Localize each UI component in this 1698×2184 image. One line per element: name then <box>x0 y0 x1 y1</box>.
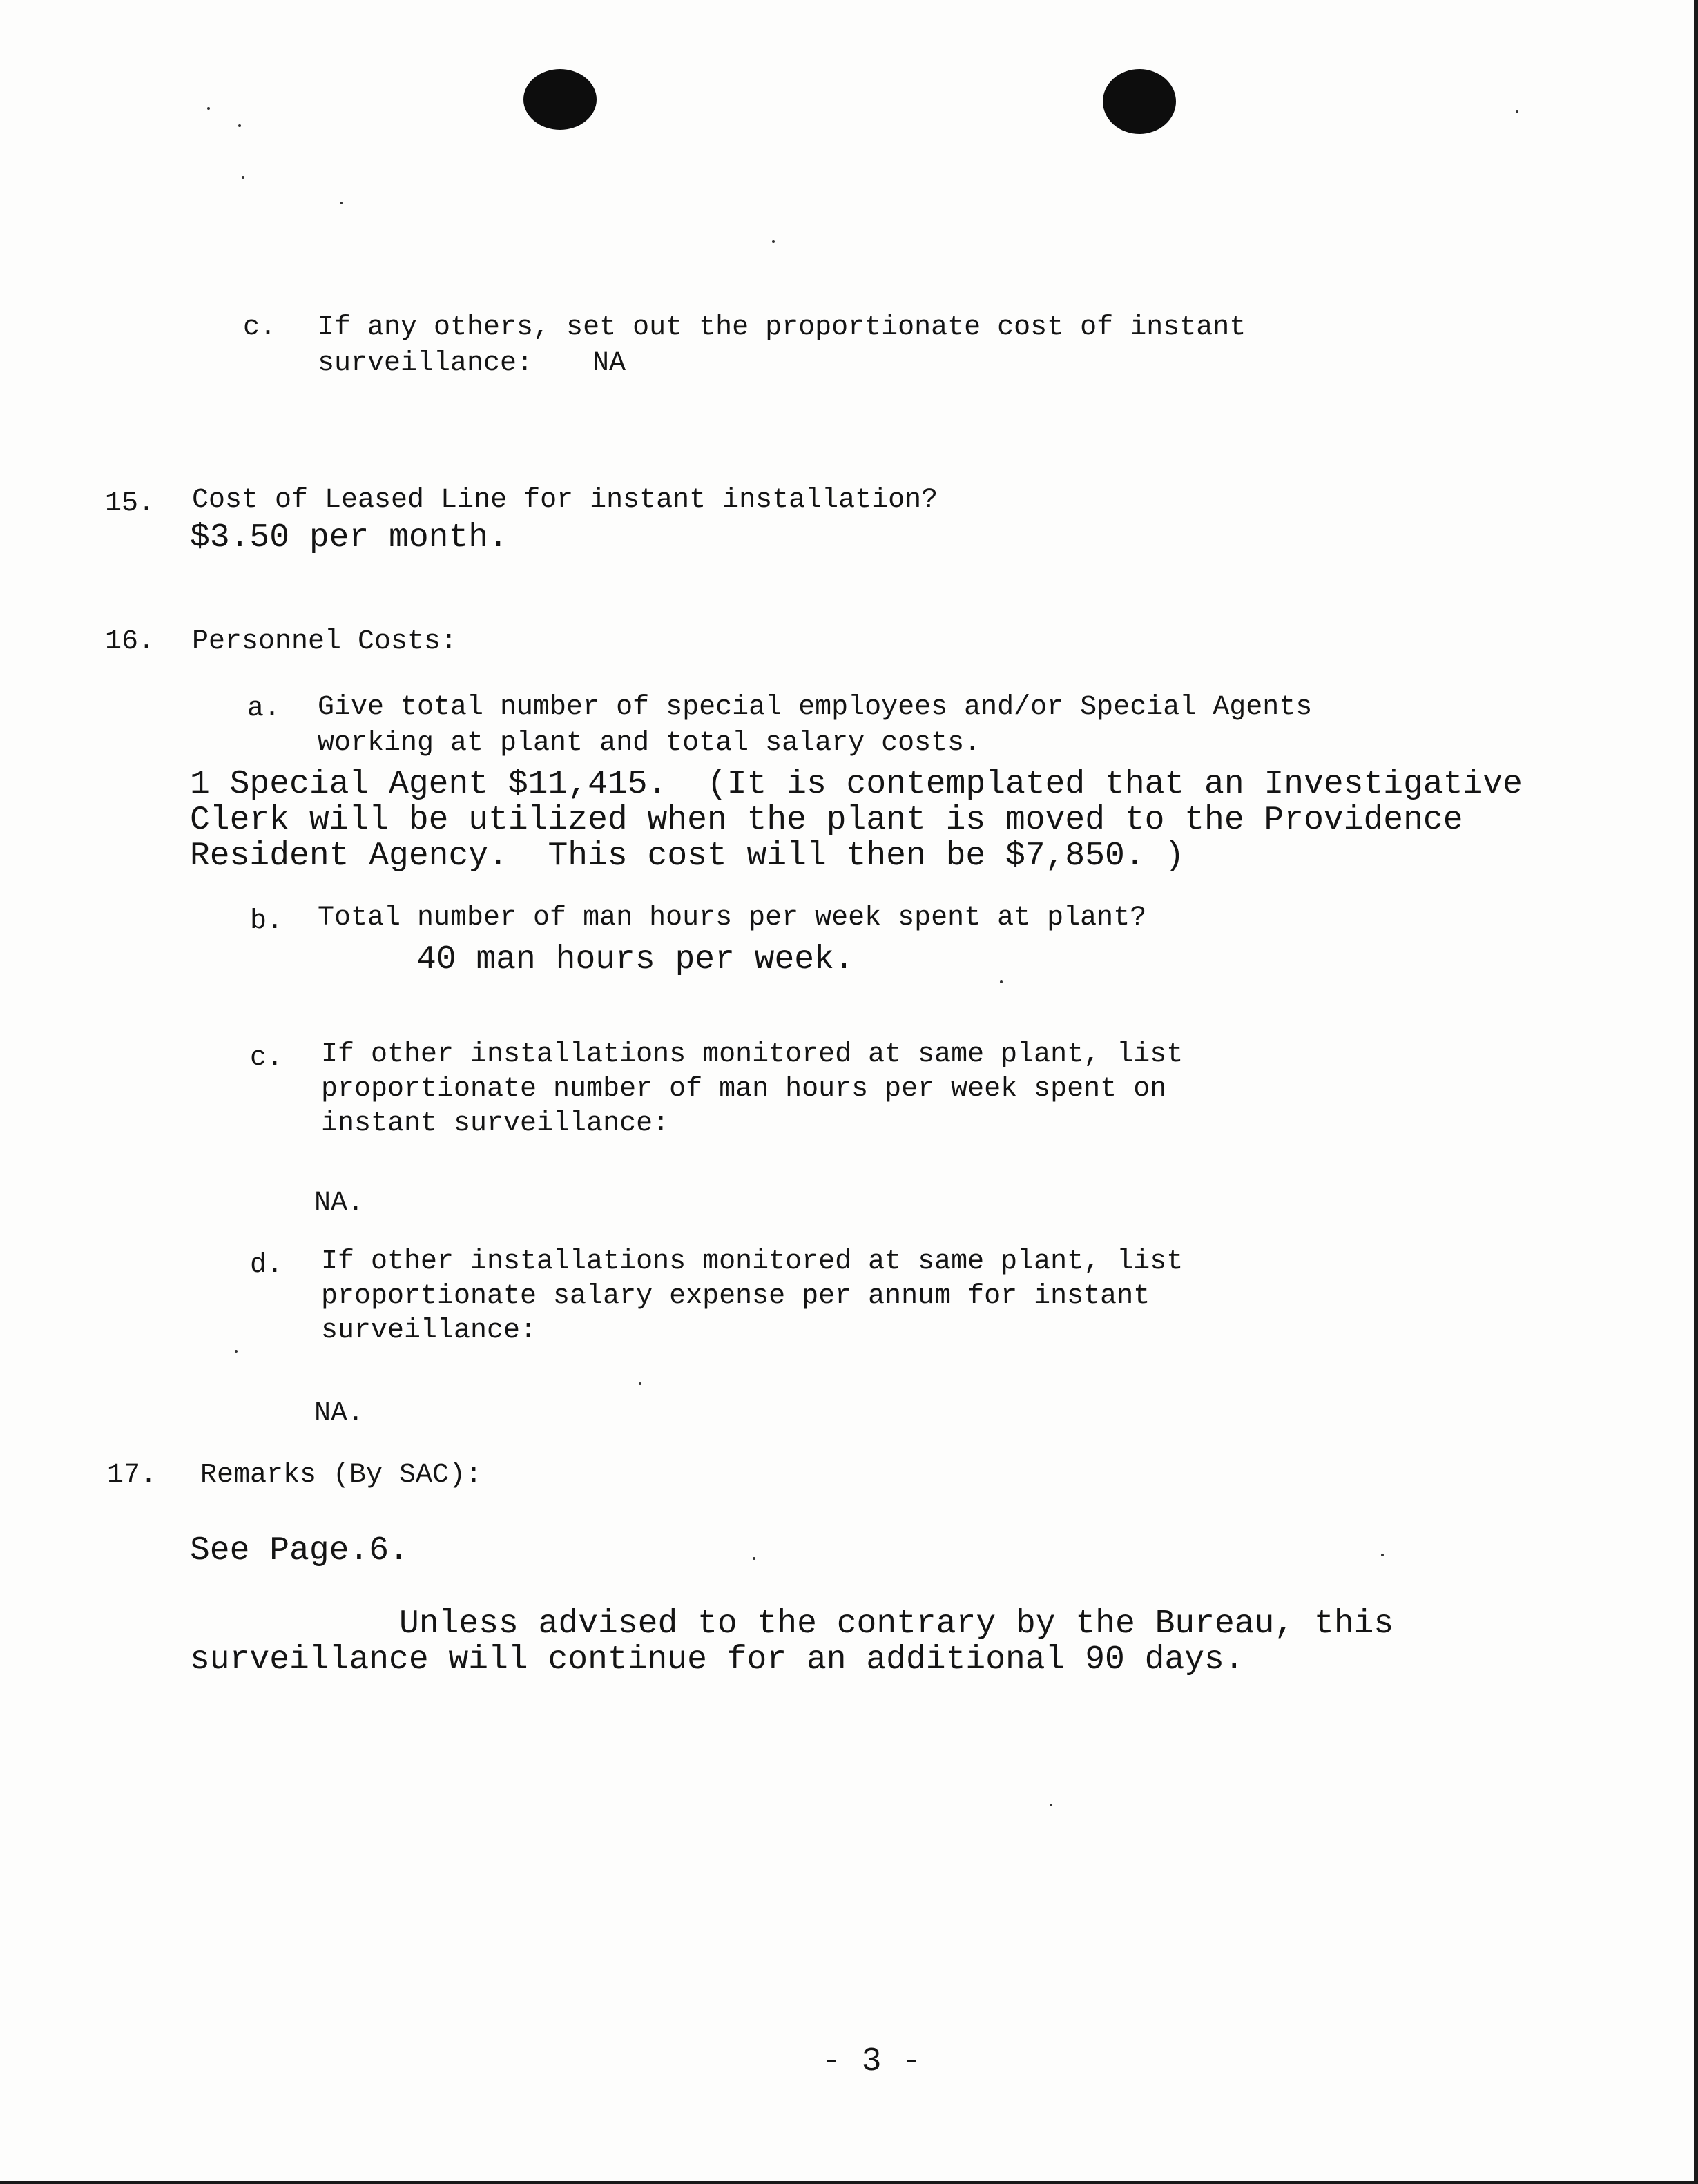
item-14c-label: c. <box>243 312 277 343</box>
item-16c-label: c. <box>250 1043 284 1074</box>
item-17-see-page: See Page.6. <box>190 1532 409 1569</box>
item-16d-label: d. <box>250 1250 284 1281</box>
item-16a-label: a. <box>247 693 281 724</box>
scan-speck <box>242 176 244 179</box>
item-14c-line2: surveillance: <box>318 348 534 379</box>
item-16a-line2: working at plant and total salary costs. <box>318 728 981 759</box>
scan-speck <box>1516 110 1518 113</box>
page-edge-bottom <box>0 2181 1698 2184</box>
scan-speck <box>340 202 343 204</box>
item-16c-line2: proportionate number of man hours per week spent on <box>321 1074 1167 1105</box>
item-14c-answer: NA <box>592 348 626 379</box>
item-16d-line2: proportionate salary expense per annum for instant <box>321 1281 1150 1312</box>
item-16a-line1: Give total number of special employees and/or Special Agents <box>318 692 1313 723</box>
page-edge-right <box>1694 0 1698 2184</box>
punch-hole-left <box>523 69 597 130</box>
item-17-remark-line2: surveillance will continue for an additional 90 days. <box>190 1641 1244 1679</box>
scan-speck <box>639 1382 641 1385</box>
item-17-number: 17. <box>107 1460 157 1491</box>
scan-speck <box>207 107 210 110</box>
scan-speck <box>1000 980 1003 983</box>
item-17-heading: Remarks (By SAC): <box>200 1460 483 1491</box>
item-15-question: Cost of Leased Line for instant installation? <box>192 485 938 516</box>
item-15-number: 15. <box>105 488 155 519</box>
scan-speck <box>772 240 775 243</box>
item-16b-question: Total number of man hours per week spent at plant? <box>318 902 1147 934</box>
item-16c-answer: NA. <box>314 1188 365 1219</box>
item-16d-line3: surveillance: <box>321 1315 537 1346</box>
scan-speck <box>238 124 241 127</box>
page-number: - 3 - <box>822 2043 922 2080</box>
item-16a-answer-line1: 1 Special Agent $11,415. (It is contemplated that an Investigative <box>190 766 1523 803</box>
item-16d-line1: If other installations monitored at same plant, list <box>321 1246 1184 1277</box>
scan-speck <box>235 1350 238 1353</box>
item-14c-line1: If any others, set out the proportionate cost of instant <box>318 312 1246 343</box>
item-16b-label: b. <box>250 906 284 937</box>
item-16-number: 16. <box>105 626 155 657</box>
item-16c-line1: If other installations monitored at same plant, list <box>321 1039 1184 1070</box>
item-16a-answer-line3: Resident Agency. This cost will then be $7,850. ) <box>190 838 1185 875</box>
item-16-heading: Personnel Costs: <box>192 626 458 657</box>
scan-speck <box>1381 1554 1384 1556</box>
scan-speck <box>753 1557 755 1560</box>
item-16a-answer-line2: Clerk will be utilized when the plant is moved to the Providence <box>190 802 1463 839</box>
item-16b-answer: 40 man hours per week. <box>416 941 854 978</box>
punch-hole-right <box>1103 69 1176 134</box>
item-15-answer: $3.50 per month. <box>190 519 508 557</box>
item-17-remark-line1: Unless advised to the contrary by the Bureau, this <box>399 1605 1394 1643</box>
item-16c-line3: instant surveillance: <box>321 1108 670 1139</box>
scan-speck <box>1050 1804 1052 1806</box>
item-16d-answer: NA. <box>314 1398 365 1429</box>
